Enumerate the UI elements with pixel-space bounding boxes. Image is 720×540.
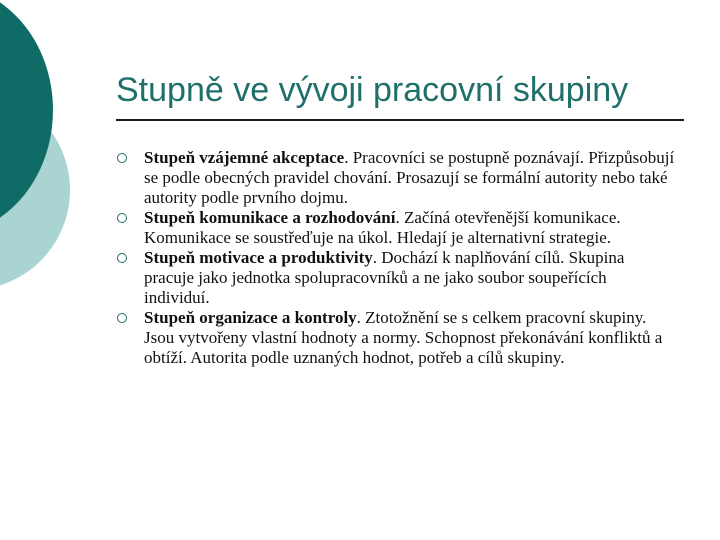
hollow-circle-bullet-icon — [117, 313, 127, 323]
list-item — [116, 308, 676, 368]
hollow-circle-bullet-icon — [117, 213, 127, 223]
hollow-circle-bullet-icon — [117, 153, 127, 163]
item-text: . Dochází k naplňování cílů. Skupina pracuje jako jednotka spolupracovníků a ne jako soubor soupeřících individuí. — [144, 248, 625, 307]
bullet-list — [116, 148, 676, 368]
item-heading: Stupeň motivace a produktivity — [144, 248, 373, 267]
title-underline — [116, 119, 684, 121]
item-text: . Pracovníci se postupně poznávají. Přizpůsobují se podle obecných pravidel chování. Prosazují se formální autority nebo také autority podle prvního dojmu. — [144, 148, 675, 207]
item-heading: Stupeň vzájemné akceptace — [144, 148, 345, 167]
list-item — [116, 148, 676, 208]
list-item — [116, 208, 676, 248]
item-text: . Ztotožnění se s celkem pracovní skupiny. Jsou vytvořeny vlastní hodnoty a normy. Schopnost překonávání konfliktů a obtíží. Autorita podle uznaných hodnot, potřeb a cílů skupiny. — [144, 308, 663, 367]
hollow-circle-bullet-icon — [117, 253, 127, 263]
list-item — [116, 248, 676, 308]
item-heading: Stupeň organizace a kontroly — [144, 308, 357, 327]
slide-title: Stupně ve vývoji pracovní skupiny — [116, 71, 629, 109]
item-heading: Stupeň komunikace a rozhodování — [144, 208, 396, 227]
item-text: . Začíná otevřenější komunikace. Komunikace se soustřeďuje na úkol. Hledají je alternativní strategie. — [144, 208, 621, 247]
